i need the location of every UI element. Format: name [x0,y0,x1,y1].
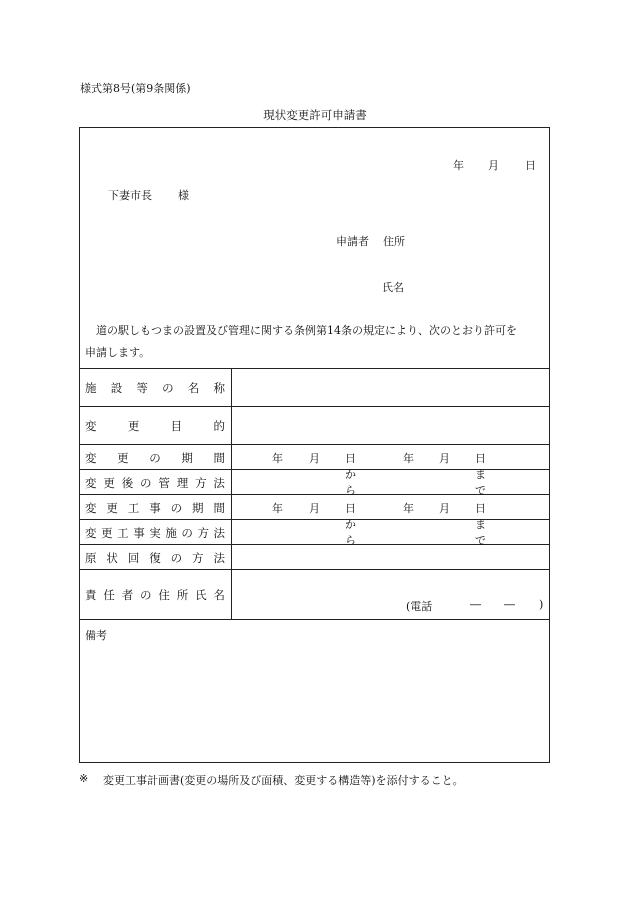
divider [80,444,549,445]
date-day: 日 [525,159,536,172]
label-char: 更 [103,476,115,490]
label-char: 目 [170,419,183,433]
label-char: 理 [176,476,189,490]
label-char: 変 [85,451,97,465]
label-char: 間 [213,451,225,465]
divider [80,619,549,620]
label-construction-method [85,525,225,541]
application-statement: 道の駅しもつまの設置及び管理に関する条例第14条の規定により、次のとおり許可を [96,324,517,337]
label-char: 法 [213,476,225,490]
post-change-management-field[interactable] [232,470,549,494]
label-char: 方 [195,476,207,490]
facility-name-field[interactable] [232,369,549,406]
label-char: の [170,501,183,515]
label-char: 施 [85,381,97,395]
label-char: 工 [127,501,140,515]
label-construction-period [85,500,225,516]
label-char: 実 [149,526,161,540]
label-char: の [140,588,152,602]
label-char: 事 [133,526,145,540]
addressee-name: 下妻市長 [108,189,152,202]
label-char: 名 [187,381,200,395]
label-char: 状 [106,551,118,565]
responsible-person-field[interactable] [232,570,549,619]
date-year: 年 [453,159,464,172]
label-char: 称 [213,381,225,395]
label-char: 管 [158,476,170,490]
label-char: 氏 [195,588,207,602]
label-char: の [170,551,183,565]
label-char: 法 [213,526,225,540]
label-char: 更 [127,419,140,433]
date-month: 月 [488,159,499,172]
phone-close: ) [539,598,544,611]
label-char: 期 [192,501,204,515]
label-facility-name [85,380,225,396]
phone-label: (電話 [406,600,433,613]
label-char: 復 [149,551,161,565]
form-number: 様式第8号(第9条関係) [80,82,191,95]
label-char: 設 [110,381,123,395]
label-responsible-person [85,587,225,603]
label-char: 更 [117,451,129,465]
label-char: 事 [149,501,161,515]
label-char: 責 [85,588,97,602]
label-char: 任 [103,588,115,602]
label-char: 者 [121,588,134,602]
footnote-text: 変更工事計画書(変更の場所及び面積、変更する構造等)を添付すること。 [103,774,464,787]
label-char: 法 [213,551,225,565]
label-char: 住 [158,588,170,602]
phone-dash: ― [504,598,515,611]
label-char: 工 [117,526,129,540]
applicant-name-label: 氏名 [382,281,404,294]
label-change-purpose [85,418,225,434]
construction-method-field[interactable] [232,520,549,544]
applicant-address-label: 住所 [383,235,405,248]
restoration-method-field[interactable] [232,545,549,569]
label-char: 的 [213,419,225,433]
label-char: 変 [85,419,97,433]
application-form: 年 月 日 下妻市長 様 申請者 住所 氏名 道の駅しもつまの設置及び管理に関する条例第14条の規定により、次のとおり許可を 申請します。 施 設 等 の 名 称 変 更 目 的 変 更 の 期 間 変 更 後 の 管 理 方 法 変 更 工 事 の 期 間 変 更 工 事 実 施 の 方 法 原 状 回 復 の 方 法 責 任 者 の 住 所 氏 名 年 月 日から 年 月 日まで 年 月 日から 年 月 日まで (電話 ― ― ) 備考 [79,127,550,763]
phone-dash: ― [470,598,481,611]
label-char: 変 [85,476,97,490]
change-purpose-field[interactable] [232,407,549,444]
label-char: 名 [213,588,225,602]
label-char: の [162,381,174,395]
label-char: 後 [121,476,134,490]
label-char: の [140,476,152,490]
application-statement-cont: 申請します。 [85,346,151,359]
label-char: 所 [176,588,189,602]
label-char: 変 [85,501,97,515]
label-char: 等 [136,381,148,395]
label-char: 変 [85,526,97,540]
label-char: 更 [101,526,113,540]
label-char: 更 [106,501,118,515]
remarks-label: 備考 [85,629,107,642]
label-char: 原 [85,551,97,565]
label-char: の [149,451,161,465]
applicant-label: 申請者 [336,235,369,248]
label-char: の [181,526,193,540]
label-char: 施 [165,526,177,540]
label-restoration-method [85,550,225,566]
addressee-honorific: 様 [178,189,189,202]
label-char: 回 [127,551,140,565]
label-char: 期 [181,451,193,465]
remarks-field[interactable] [80,644,549,762]
footnote-mark: ※ [79,772,89,785]
document-title: 現状変更許可申請書 [263,108,367,122]
label-char: 間 [213,501,225,515]
label-change-period [85,450,225,466]
label-post-change-management [85,475,225,491]
label-char: 方 [192,551,204,565]
label-char: 方 [197,526,209,540]
